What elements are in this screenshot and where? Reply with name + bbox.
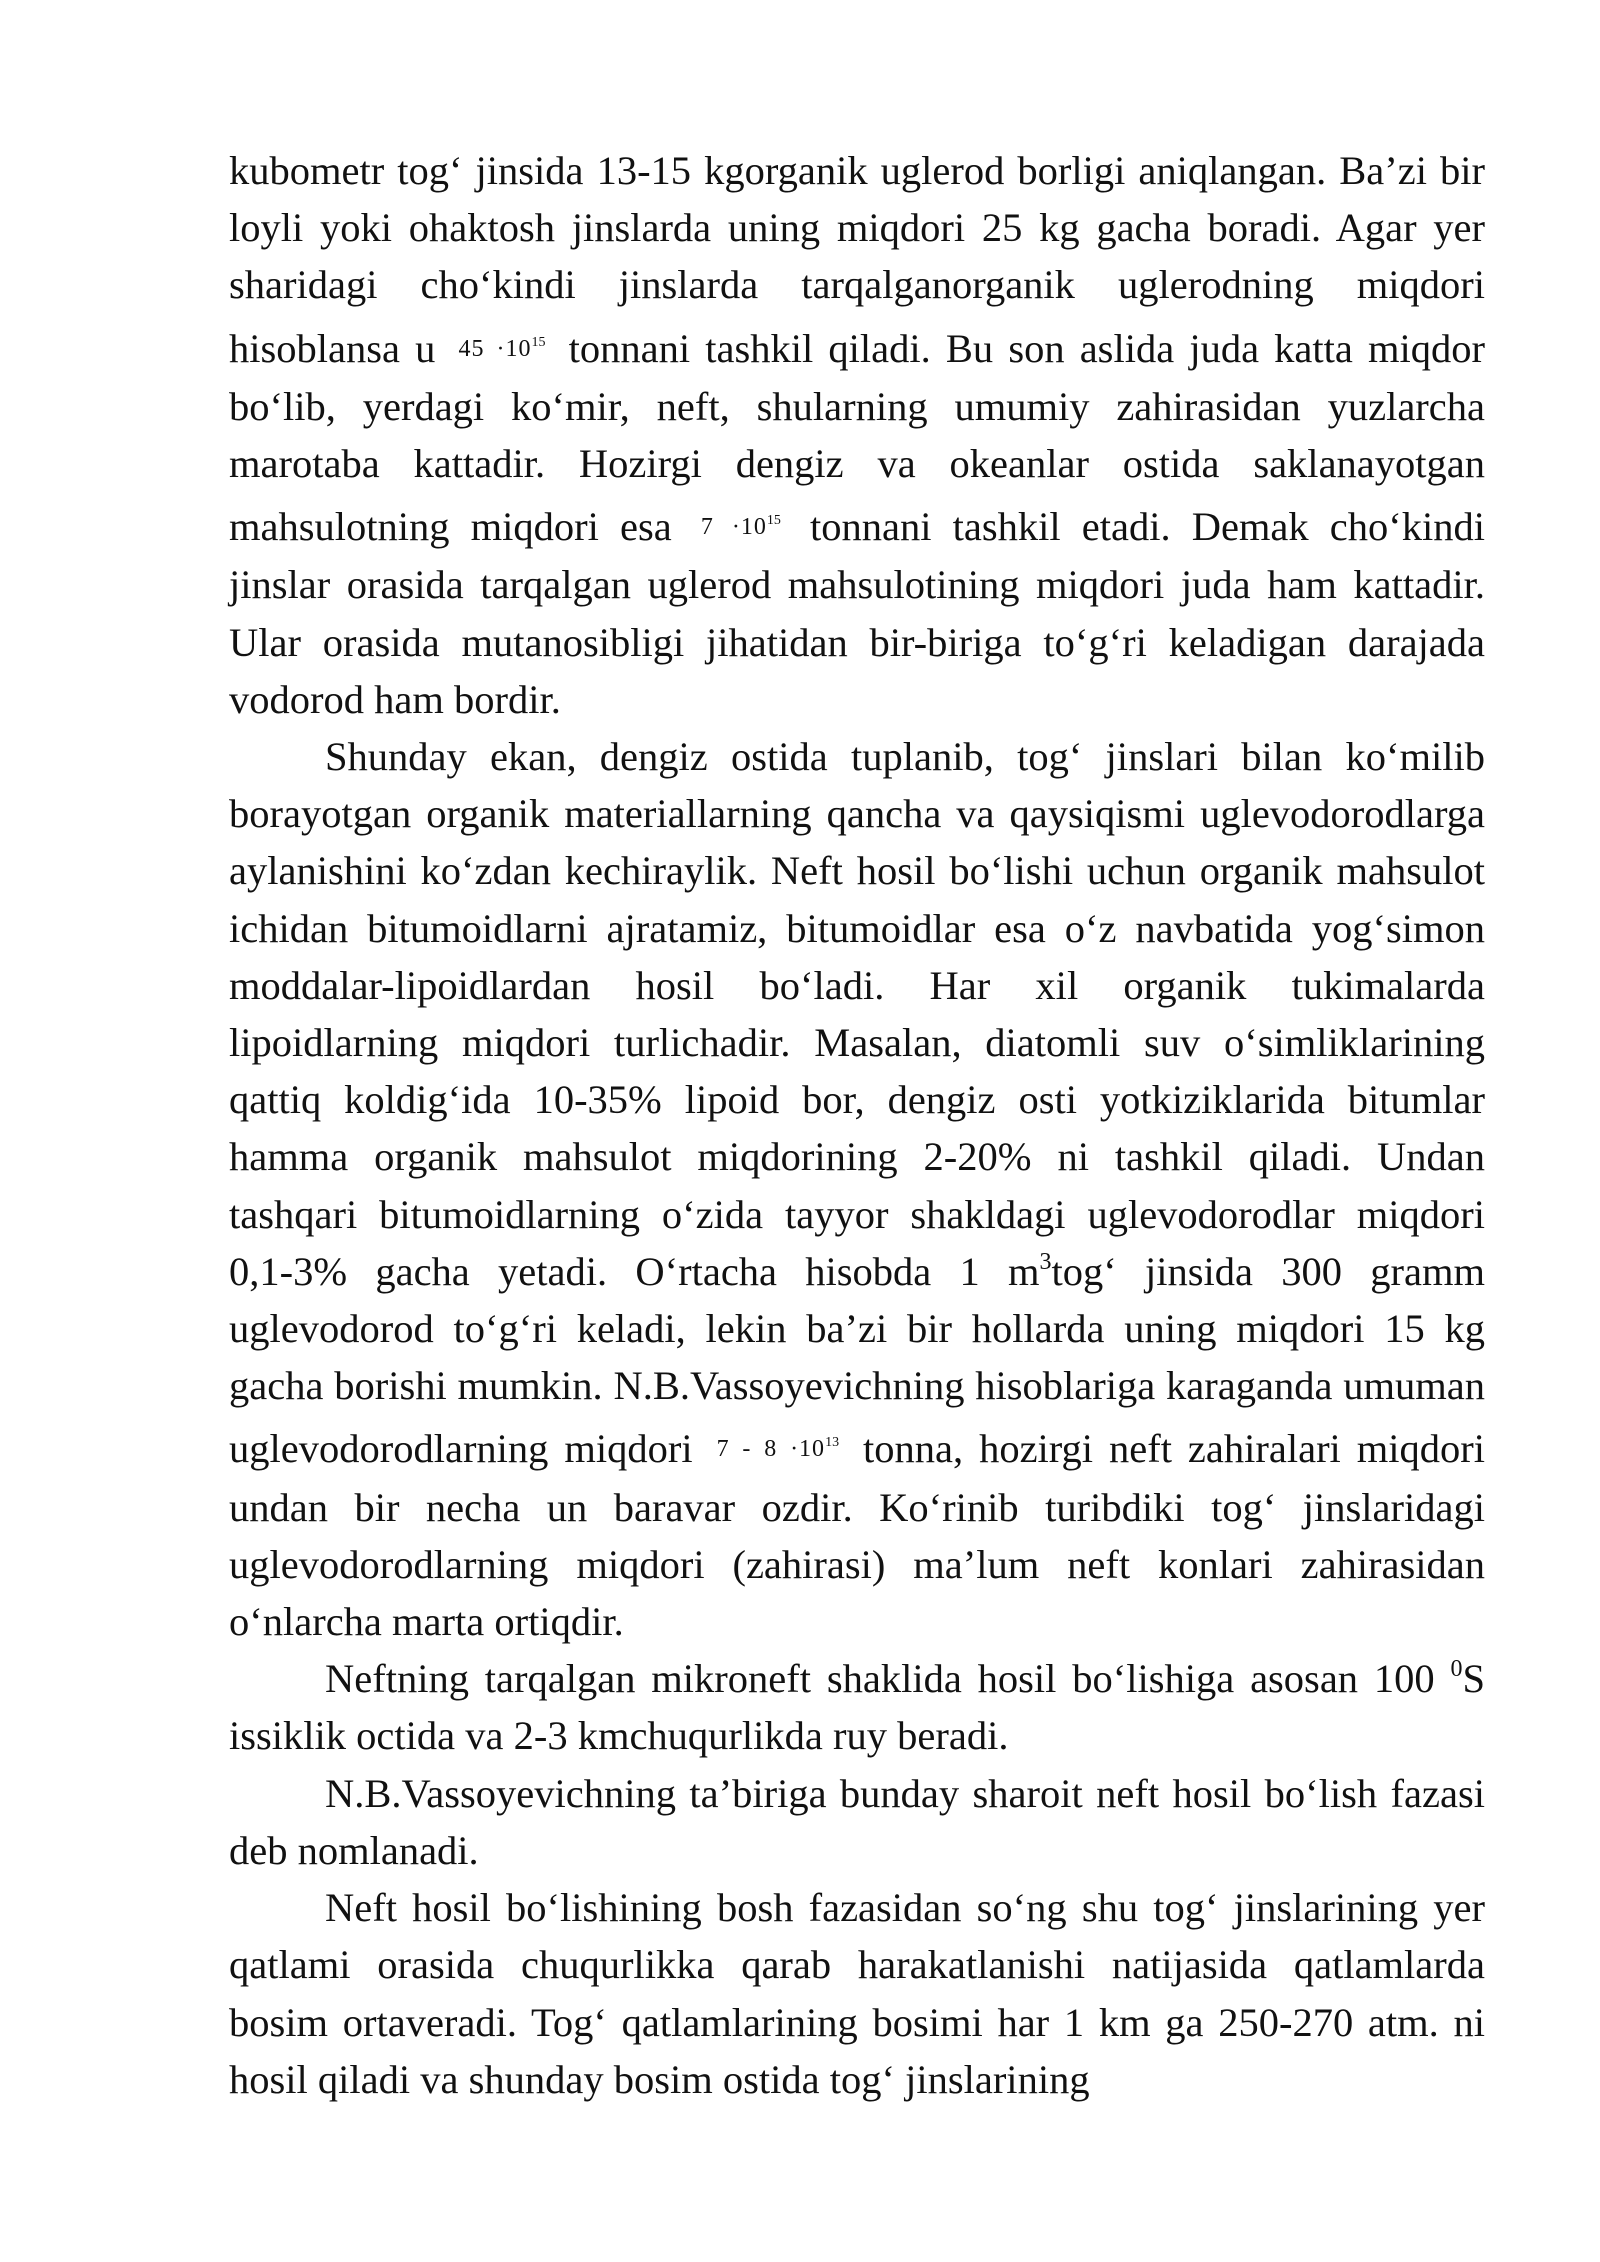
document-page xyxy=(229,142,1485,2108)
formula-7e15-exponent: 15 xyxy=(766,513,781,529)
formula-45e15 xyxy=(459,336,546,362)
formula-45e15-exponent: 15 xyxy=(531,334,546,350)
paragraph-2 xyxy=(229,728,1485,1650)
formula-7-8e13-exponent: 13 xyxy=(825,1435,840,1451)
paragraph-2-text-b: tog‘ jinsida 300 gramm uglevodorod to‘g‘ri keladi, lekin ba’zi bir hollarda uning miqdori 15 kg gacha borishi mumkin. N.B.Vassoyevichning hisoblariga karaganda umuman uglevodorodlarning miqdori xyxy=(229,1248,1485,1472)
paragraph-4: N.B.Vassoyevichning ta’biriga bunday sharoit neft hosil bo‘lish fazasi deb nomlanadi. xyxy=(229,1770,1485,1873)
paragraph-1 xyxy=(229,142,1485,728)
formula-7e15-base: 7 ·10 xyxy=(700,514,767,541)
paragraph-1-text-c: tonnani tashkil etadi. Demak cho‘kindi jinslar orasida tarqalgan uglerod mahsulotining miqdori juda ham kattadir. Ular orasida mutanosibligi jihatidan bir-biriga to‘g‘ri keladigan darajada vodorod ham bordir. xyxy=(229,504,1486,722)
formula-7e15 xyxy=(701,514,781,540)
paragraph-5: Neft hosil bo‘lishining bosh fazasidan so‘ng shu tog‘ jinslarining yer qatlami orasida chuqurlikka qarab harakatlanishi natijasida qatlamlarda bosim ortaveradi. Tog‘ qatlamlarining bosimi har 1 km ga 250-270 atm. ni hosil qiladi va shunday bosim ostida tog‘ jinslarining xyxy=(229,1885,1485,2102)
superscript-degree: 0 xyxy=(1450,1656,1463,1683)
formula-45e15-base: 45 ·10 xyxy=(458,335,532,362)
paragraph-2-text-c: tonna, hozirgi neft zahiralari miqdori undan bir necha un baravar ozdir. Ko‘rinib turibdiki tog‘ jinslaridagi uglevodorodlarning miqdori (zahirasi) ma’lum neft konlari zahirasidan o‘nlarcha marta ortiqdir. xyxy=(229,1426,1486,1645)
superscript-cubic: 3 xyxy=(1039,1248,1052,1275)
paragraph-1-text-b: tonnani tashkil qiladi. Bu son aslida juda katta miqdor bo‘lib, yerdagi ko‘mir, neft, shularning umumiy zahirasidan yuzlarcha marotaba kattadir. Hozirgi dengiz va okeanlar ostida saklanayotgan mahsulotning miqdori esa xyxy=(229,325,1486,550)
paragraph-3-text-a: Neftning tarqalgan mikroneft shaklida hosil bo‘lishiga asosan 100 xyxy=(325,1656,1435,1702)
formula-7-8e13-base: 7 - 8 ·10 xyxy=(716,1436,826,1463)
paragraph-3 xyxy=(229,1650,1485,1764)
formula-7-8e13 xyxy=(717,1436,839,1462)
paragraph-1-text-a: kubometr tog‘ jinsida 13-15 kgorganik uglerod borligi aniqlangan. Ba’zi bir loyli yoki ohaktosh jinslarda uning miqdori 25 kg gacha boradi. Agar yer sharidagi cho‘kindi jinslarda tarqalganorganik uglerodning miqdori hisoblansa u xyxy=(229,148,1485,371)
paragraph-3-text-b: S issiklik octida va 2-3 kmchuqurlikda ruy beradi. xyxy=(229,1656,1486,1759)
paragraph-2-text-a: Shunday ekan, dengiz ostida tuplanib, tog‘ jinslari bilan ko‘milib borayotgan organik materiallarning qancha va qaysiqismi uglevodorodlarga aylanishini ko‘zdan kechiraylik. Neft hosil bo‘lishi uchun organik mahsulot ichidan bitumoidlarni ajratamiz, bitumoidlar esa o‘z navbatida yog‘simon moddalar-lipoidlardan hosil bo‘ladi. Har xil organik tukimalarda lipoidlarning miqdori turlichadir. Masalan, diatomli suv o‘simliklarining qattiq koldig‘ida 10-35% lipoid bor, dengiz osti yotkiziklarida bitumlar hamma organik mahsulot miqdorining 2-20% ni tashkil qiladi. Undan tashqari bitumoidlarning o‘zida tayyor shakldagi uglevodorodlar miqdori 0,1-3% gacha yetadi. O‘rtacha hisobda 1 m xyxy=(229,734,1485,1294)
